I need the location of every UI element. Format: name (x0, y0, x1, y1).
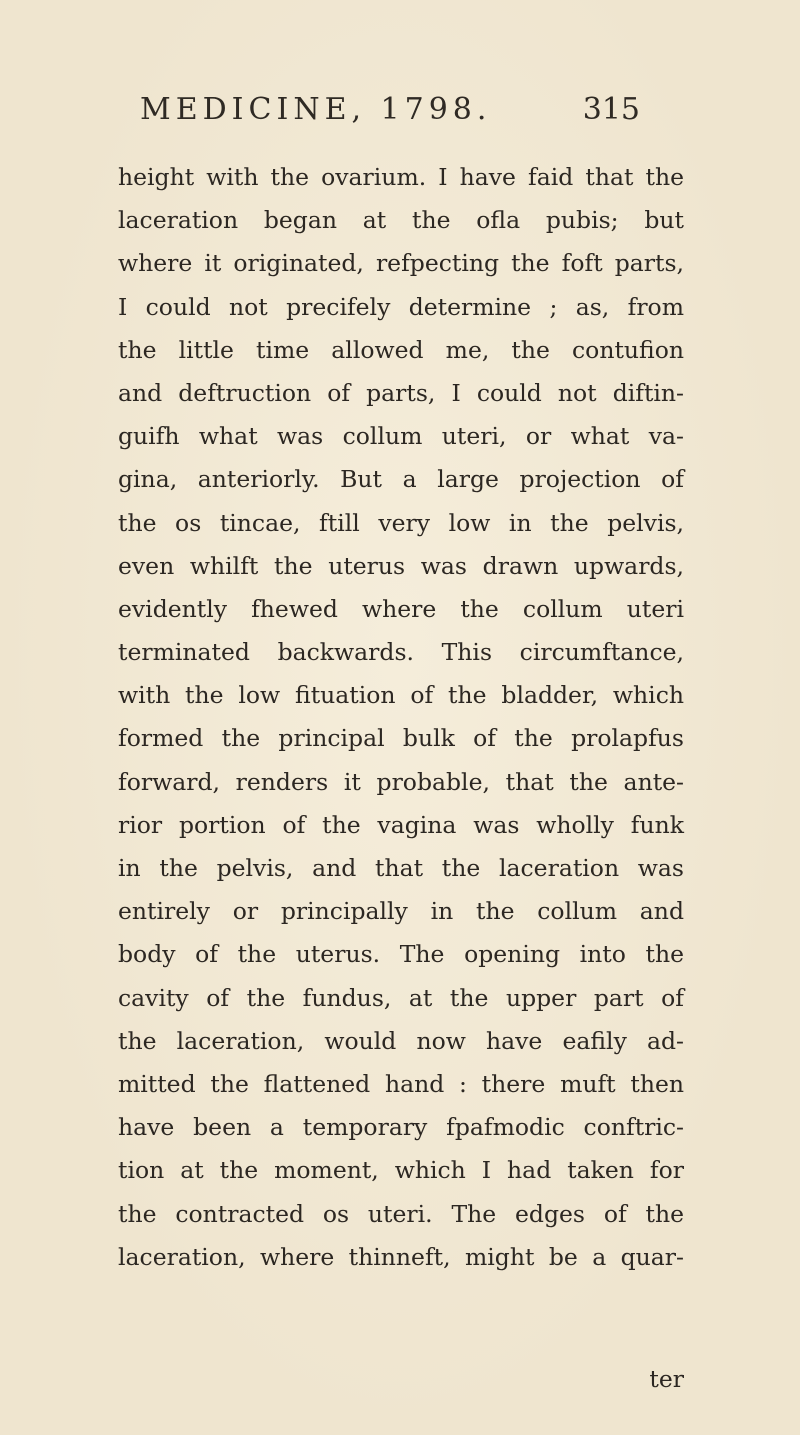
text-line: gina, anteriorly. But a large projection of (118, 465, 684, 494)
text-line: where it originated, refpecting the foft parts, (118, 249, 684, 278)
text-line: the laceration, would now have eafily ad- (118, 1026, 684, 1055)
text-line: cavity of the fundus, at the upper part of (118, 983, 684, 1012)
text-line: the contracted os uteri. The edges of the (118, 1199, 684, 1228)
body-text (118, 156, 684, 1279)
text-line: and deftruction of parts, I could not diftin- (118, 378, 684, 407)
text-line: forward, renders it probable, that the ante- (118, 767, 684, 796)
text-line: the os tincae, ftill very low in the pelvis, (118, 508, 684, 537)
page-number: 315 (582, 92, 640, 127)
text-line: laceration began at the ofla pubis; but (118, 206, 684, 235)
text-line: tion at the moment, which I had taken for (118, 1156, 684, 1185)
text-line: in the pelvis, and that the laceration was (118, 854, 684, 882)
text-line: guifh what was collum uteri, or what va- (118, 422, 684, 451)
text-line: even whilft the uterus was drawn upwards, (118, 551, 684, 580)
text-line: mitted the flattened hand : there muft then (118, 1069, 684, 1098)
text-line: I could not precifely determine ; as, from (118, 292, 684, 321)
text-line: entirely or principally in the collum and (118, 897, 684, 926)
running-head (140, 92, 640, 136)
text-line: with the low fituation of the bladder, which (118, 681, 684, 710)
text-line: the little time allowed me, the contufion (118, 335, 684, 364)
text-line: height with the ovarium. I have faid that the (118, 163, 684, 191)
text-line: laceration, where thinneft, might be a quar- (118, 1242, 684, 1271)
text-line: have been a temporary fpafmodic conftric- (118, 1113, 684, 1142)
catchword: ter (649, 1365, 684, 1393)
text-line: evidently fhewed where the collum uteri (118, 594, 684, 623)
running-title: MEDICINE, 1798. (140, 92, 492, 127)
text-line: terminated backwards. This circumftance, (118, 638, 684, 667)
text-line: formed the principal bulk of the prolapfus (118, 724, 684, 753)
text-line: body of the uterus. The opening into the (118, 940, 684, 969)
text-line: rior portion of the vagina was wholly funk (118, 810, 684, 839)
